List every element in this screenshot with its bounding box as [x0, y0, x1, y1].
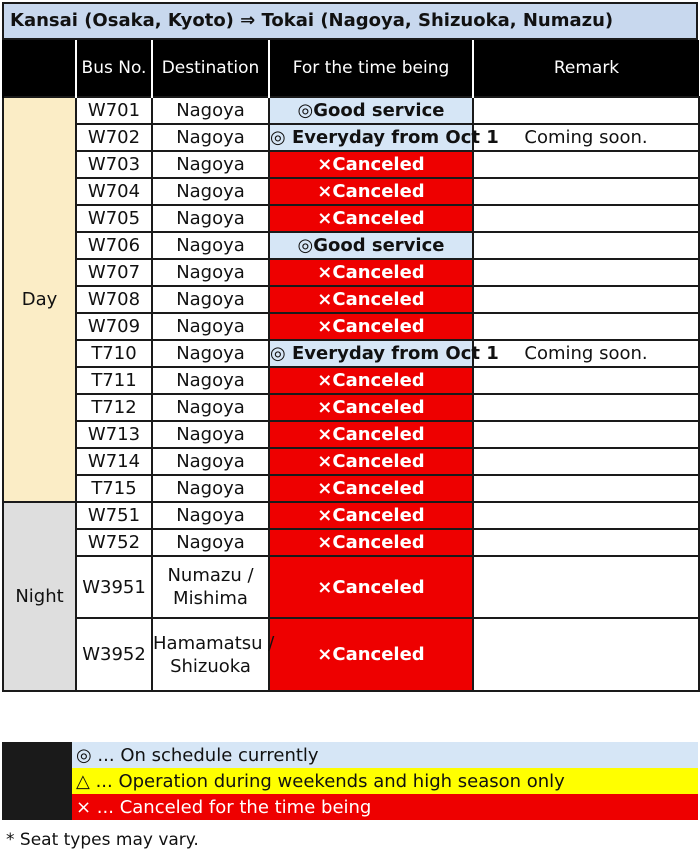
destination: Nagoya — [152, 151, 269, 178]
table-row — [3, 340, 699, 367]
header-row — [3, 40, 699, 97]
status-canceled: ×Canceled — [269, 313, 473, 340]
bus-number: W703 — [76, 151, 152, 178]
status-canceled: ×Canceled — [269, 421, 473, 448]
destination: Nagoya — [152, 259, 269, 286]
table-row — [3, 448, 699, 475]
destination: Nagoya — [152, 205, 269, 232]
table-row — [3, 556, 699, 618]
table-row — [3, 394, 699, 421]
remark — [473, 529, 699, 556]
legend-row — [2, 768, 698, 794]
route-title: Kansai (Osaka, Kyoto) ⇒ Tokai (Nagoya, Shizuoka, Numazu) — [2, 2, 698, 40]
table-row — [3, 367, 699, 394]
destination: Nagoya — [152, 448, 269, 475]
remark — [473, 151, 699, 178]
legend — [2, 742, 698, 820]
timetable — [2, 40, 700, 692]
destination: Nagoya — [152, 124, 269, 151]
table-row — [3, 259, 699, 286]
status-canceled: ×Canceled — [269, 205, 473, 232]
status-canceled: ×Canceled — [269, 394, 473, 421]
status-canceled: ×Canceled — [269, 151, 473, 178]
remark: Coming soon. — [473, 340, 699, 367]
remark — [473, 232, 699, 259]
table-row — [3, 475, 699, 502]
destination-line: Shizuoka — [170, 655, 251, 677]
bus-number: W3951 — [76, 556, 152, 618]
remark — [473, 97, 699, 124]
destination: Nagoya — [152, 502, 269, 529]
destination: Nagoya — [152, 367, 269, 394]
table-row — [3, 313, 699, 340]
remark — [473, 556, 699, 618]
legend-weekends: △ ... Operation during weekends and high season only — [72, 768, 698, 794]
status-canceled: ×Canceled — [269, 367, 473, 394]
destination — [152, 556, 269, 618]
bus-number: W752 — [76, 529, 152, 556]
legend-swatch-block — [2, 742, 72, 820]
table-row — [3, 421, 699, 448]
status-canceled: ×Canceled — [269, 475, 473, 502]
table-row — [3, 178, 699, 205]
bus-number: W713 — [76, 421, 152, 448]
table-row — [3, 286, 699, 313]
status-canceled: ×Canceled — [269, 529, 473, 556]
header-bus-no: Bus No. — [76, 40, 152, 97]
table-row — [3, 151, 699, 178]
bus-number: W706 — [76, 232, 152, 259]
remark: Coming soon. — [473, 124, 699, 151]
bus-number: T715 — [76, 475, 152, 502]
destination-line: Hamamatsu / — [153, 632, 275, 654]
table-row — [3, 232, 699, 259]
destination: Nagoya — [152, 340, 269, 367]
status-canceled: ×Canceled — [269, 286, 473, 313]
remark — [473, 313, 699, 340]
table-row — [3, 618, 699, 691]
destination: Nagoya — [152, 232, 269, 259]
status-canceled: ×Canceled — [269, 502, 473, 529]
destination: Nagoya — [152, 529, 269, 556]
remark — [473, 205, 699, 232]
remark — [473, 475, 699, 502]
header-status: For the time being — [269, 40, 473, 97]
table-row — [3, 502, 699, 529]
remark — [473, 448, 699, 475]
bus-number: W709 — [76, 313, 152, 340]
bus-number: W701 — [76, 97, 152, 124]
destination: Nagoya — [152, 313, 269, 340]
bus-number: T711 — [76, 367, 152, 394]
bus-number: W751 — [76, 502, 152, 529]
bus-number: W704 — [76, 178, 152, 205]
remark — [473, 394, 699, 421]
status-canceled: ×Canceled — [269, 618, 473, 691]
table-row — [3, 205, 699, 232]
destination — [152, 618, 275, 691]
bus-number: W705 — [76, 205, 152, 232]
table-row — [3, 97, 699, 124]
destination: Nagoya — [152, 286, 269, 313]
status-good: ◎Good service — [269, 232, 473, 259]
table-row — [3, 529, 699, 556]
bus-number: W714 — [76, 448, 152, 475]
remark — [473, 618, 699, 691]
status-canceled: ×Canceled — [269, 178, 473, 205]
status-good: ◎ Everyday from Oct 1 — [269, 124, 473, 151]
remark — [473, 286, 699, 313]
bus-number: W702 — [76, 124, 152, 151]
destination-line: Mishima — [173, 588, 248, 609]
bus-number: T710 — [76, 340, 152, 367]
status-canceled: ×Canceled — [269, 259, 473, 286]
remark — [473, 178, 699, 205]
remark — [473, 421, 699, 448]
legend-on-schedule: ◎ ... On schedule currently — [72, 742, 698, 768]
status-canceled: ×Canceled — [269, 448, 473, 475]
destination: Nagoya — [152, 394, 269, 421]
header-destination: Destination — [152, 40, 269, 97]
destination: Nagoya — [152, 421, 269, 448]
header-period — [3, 40, 76, 97]
destination: Nagoya — [152, 97, 269, 124]
bus-number: T712 — [76, 394, 152, 421]
table-row — [3, 124, 699, 151]
remark — [473, 502, 699, 529]
legend-canceled: × ... Canceled for the time being — [72, 794, 698, 820]
status-canceled: ×Canceled — [269, 556, 473, 618]
remark — [473, 367, 699, 394]
period-night: Night — [3, 502, 76, 691]
period-day: Day — [3, 97, 76, 502]
bus-number: W3952 — [76, 618, 152, 691]
bus-number: W707 — [76, 259, 152, 286]
legend-row — [2, 794, 698, 820]
destination-line: Numazu / — [167, 565, 254, 586]
destination: Nagoya — [152, 475, 269, 502]
legend-row — [2, 742, 698, 768]
remark — [473, 259, 699, 286]
bus-number: W708 — [76, 286, 152, 313]
status-good: ◎Good service — [269, 97, 473, 124]
footnote: * Seat types may vary. — [6, 830, 199, 850]
destination: Nagoya — [152, 178, 269, 205]
header-remark: Remark — [473, 40, 699, 97]
status-good: ◎ Everyday from Oct 1 — [269, 340, 473, 367]
